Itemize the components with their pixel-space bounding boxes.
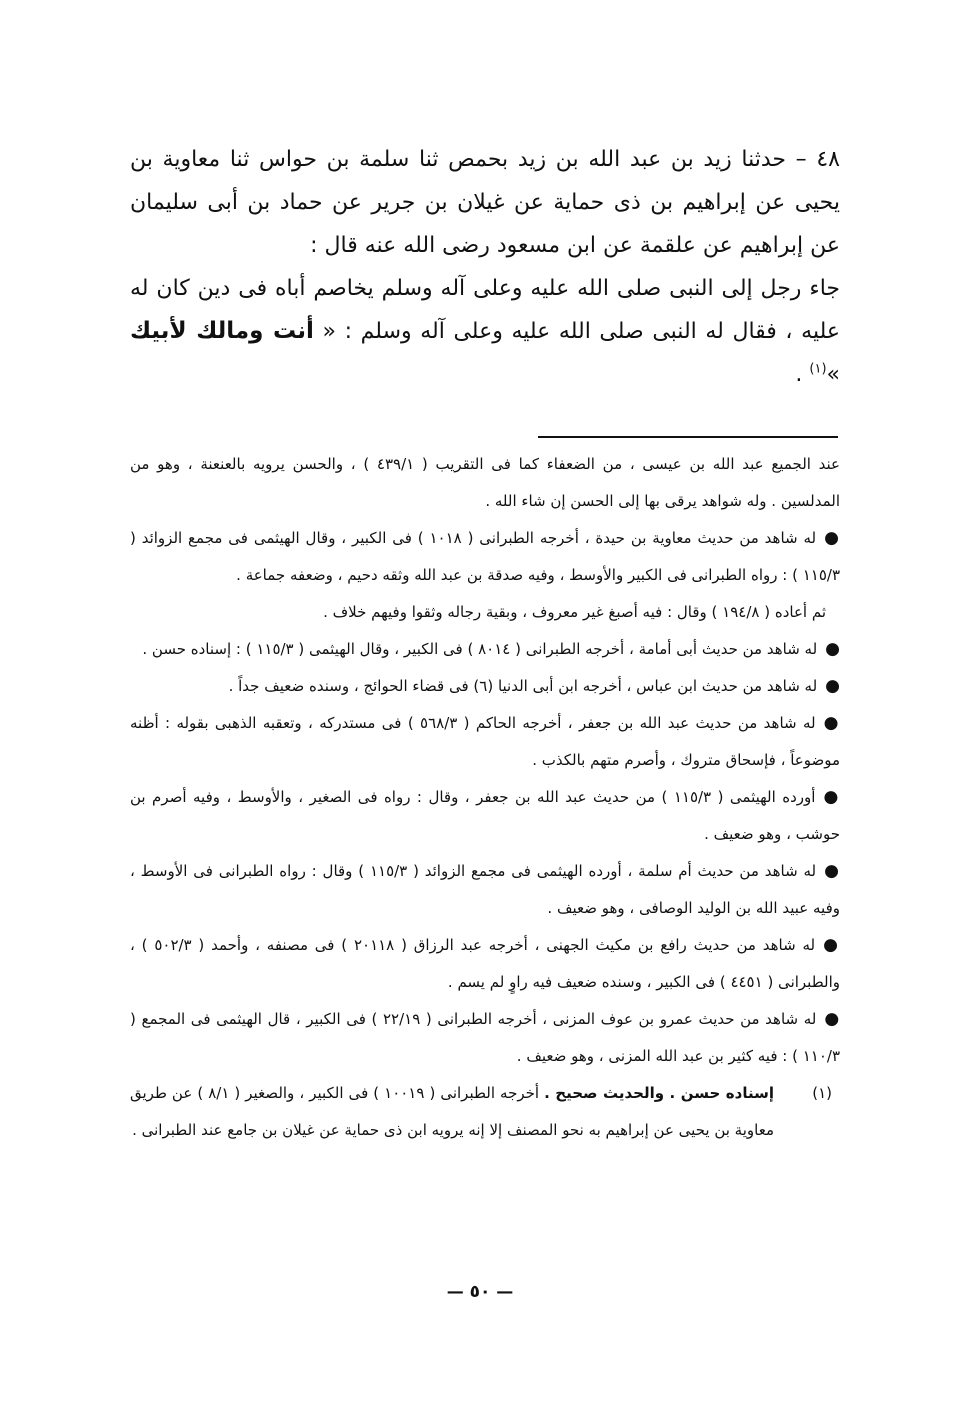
bullet-icon: ●: [824, 1009, 840, 1029]
note-item: ●أورده الهيثمى ( ١١٥/٣ ) من حديث عبد الله بن جعفر ، وقال : رواه فى الصغير ، والأوسط ، وفيه أصرم بن حوشب ، وهو ضعيف .: [130, 787, 840, 843]
hadith-matn-text: جاء رجل إلى النبى صلى الله عليه وعلى آله وسلم يخاصم أباه فى دين كان له عليه ، فقال له النبى صلى الله عليه وعلى آله وسلم : «: [130, 276, 840, 344]
footnote-lead: إسناده حسن . والحديث صحيح .: [544, 1084, 774, 1102]
bullet-icon: ●: [823, 787, 840, 807]
note-item: ●له شاهد من حديث معاوية بن حيدة ، أخرجه الطبرانى ( ١٠١٨ ) فى الكبير ، وقال الهيثمى فى مجمع الزوائد ( ١١٥/٣ ) : رواه الطبرانى فى الكبير والأوسط ، وفيه صدقة بن عبد الله وثقه دحيم ، وضعفه جماعة .: [130, 528, 840, 584]
footnotes-section: [130, 446, 840, 1149]
note-continuation: عند الجميع عبد الله بن عيسى ، من الضعفاء كما فى التقريب ( ٤٣٩/١ ) ، والحسن يرويه بالعنعنة ، وهو من المدلسين . وله شواهد يرقى بها إلى الحسن إن شاء الله .: [130, 455, 840, 510]
footnote-reference: (١): [809, 361, 827, 377]
page-number: — ٥٠ —: [446, 1282, 514, 1302]
note-item: ●له شاهد من حديث أم سلمة ، أورده الهيثمى فى مجمع الزوائد ( ١١٥/٣ ) وقال : رواه الطبرانى فى الأوسط ، وفيه عبيد الله بن الوليد الوصافى ، وهو ضعيف .: [130, 861, 840, 917]
note-item: ●له شاهد من حديث رافع بن مكيث الجهنى ، أخرجه عبد الرزاق ( ٢٠١١٨ ) فى مصنفه ، وأحمد ( ٥٠٢/٣ ) ، والطبرانى ( ٤٤٥١ ) فى الكبير ، وسنده ضعيف فيه راوٍ لم يسم .: [130, 935, 840, 991]
footnote-text: أخرجه الطبرانى ( ١٠٠١٩ ) فى الكبير ، والصغير ( ٨/١ ) عن طريق معاوية بن يحيى عن إبراهيم به نحو المصنف إلا إنه يرويه ابن ذى حماية عن غيلان بن جامع عند الطبرانى .: [130, 1084, 774, 1139]
footnote-1: [130, 1075, 840, 1149]
footnote-body: [130, 1075, 788, 1149]
footnote-separator: [538, 436, 838, 438]
bullet-icon: ●: [825, 639, 840, 659]
hadith-text: [130, 138, 840, 396]
bullet-icon: ●: [824, 861, 840, 881]
hadith-matn: [130, 267, 840, 396]
bullet-icon: ●: [825, 676, 840, 696]
bullet-icon: ●: [823, 935, 840, 955]
note-item: ثم أعاده ( ١٩٤/٨ ) وقال : فيه أصبغ غير معروف ، وبقية رجاله وثقوا وفيهم خلاف .: [323, 603, 826, 621]
bullet-icon: ●: [824, 528, 840, 548]
note-item: ●له شاهد من حديث عبد الله بن جعفر ، أخرجه الحاكم ( ٥٦٨/٣ ) فى مستدركه ، وتعقبه الذهبى بقوله : أظنه موضوعاً ، فإسحاق متروك ، وأصرم متهم بالكذب .: [130, 713, 840, 769]
note-item: ●له شاهد من حديث أبى أمامة ، أخرجه الطبرانى ( ٨٠١٤ ) فى الكبير ، وقال الهيثمى ( ١١٥/٣ ) : إسناده حسن .: [142, 639, 840, 659]
note-item: ●له شاهد من حديث ابن عباس ، أخرجه ابن أبى الدنيا (٦) فى قضاء الحوائج ، وسنده ضعيف جداً .: [228, 676, 840, 696]
note-item: ●له شاهد من حديث عمرو بن عوف المزنى ، أخرجه الطبرانى ( ٢٢/١٩ ) فى الكبير ، قال الهيثمى فى المجمع ( ١١٠/٣ ) : فيه كثير بن عبد الله المزنى ، وهو ضعيف .: [130, 1009, 840, 1065]
hadith-end: .: [795, 362, 810, 387]
hadith-quote: أنت ومالك لأبيك: [130, 318, 314, 344]
hadith-isnad: ٤٨ – حدثنا زيد بن عبد الله بن زيد بحمص ثنا سلمة بن حواس ثنا معاوية بن يحيى عن إبراهيم بن ذى حماية عن غيلان بن جرير عن حماد بن أبى سليمان عن إبراهيم عن علقمة عن ابن مسعود رضى الله عنه قال :: [130, 147, 840, 258]
bullet-icon: ●: [823, 713, 840, 733]
footnote-number: (١): [812, 1084, 832, 1102]
hadith-quote-close: »: [826, 362, 840, 387]
